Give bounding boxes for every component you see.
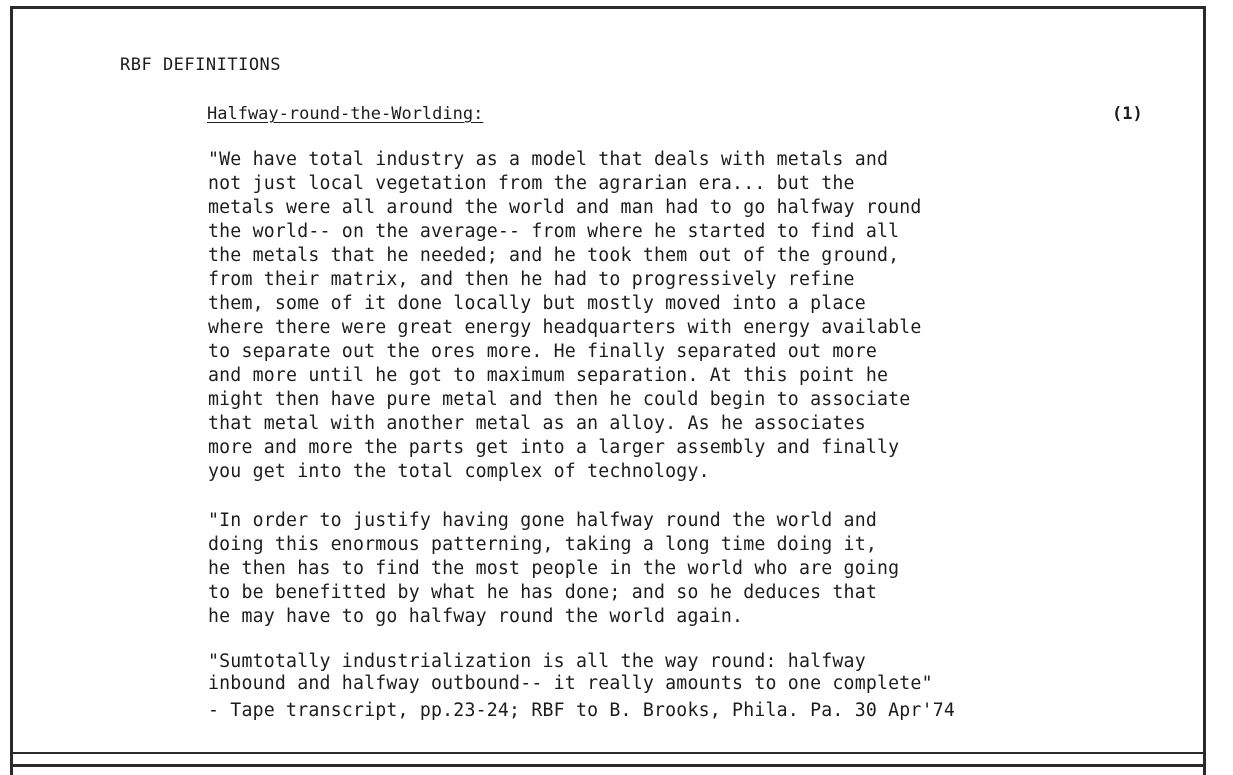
frame-stub-right	[1203, 754, 1206, 775]
frame-stub-left	[10, 754, 13, 775]
bottom-rule	[10, 764, 1206, 767]
definition-paragraph-3: "Sumtotally industrialization is all the way round: halfway inbound and halfway outbound-- it really amounts to one complete"	[208, 651, 933, 694]
definition-paragraph-2: "In order to justify having gone halfway round the world and doing this enormous patterning, taking a long time doing it, he then has to find the most people in the world who are going to be benefitted by what he has done; and so he deduces that he may have to go halfway round the world again.	[208, 510, 900, 627]
definition-paragraph-1: "We have total industry as a model that deals with metals and not just local vegetation from the agrarian era... but the metals were all around the world and man had to go halfway round the world-- on the average-- from where he started to find all the metals that he needed; and he took them out of the ground, from their matrix, and then he had to progressively refine them, some of it done locally but mostly moved into a place where there were great energy headquarters with energy available to separate out the ores more. He finally separated out more and more until he got to maximum separation. At this point he might then have pure metal and then he could begin to associate that metal with another metal as an alloy. As he associates more and more the parts get into a larger assembly and finally you get into the total complex of technology.	[208, 149, 922, 482]
document-header: RBF DEFINITIONS	[120, 55, 282, 75]
definition-term: Halfway-round-the-Worlding:	[207, 104, 484, 124]
page-number: (1)	[1112, 104, 1143, 124]
source-citation: - Tape transcript, pp.23-24; RBF to B. Brooks, Phila. Pa. 30 Apr'74	[208, 700, 956, 721]
